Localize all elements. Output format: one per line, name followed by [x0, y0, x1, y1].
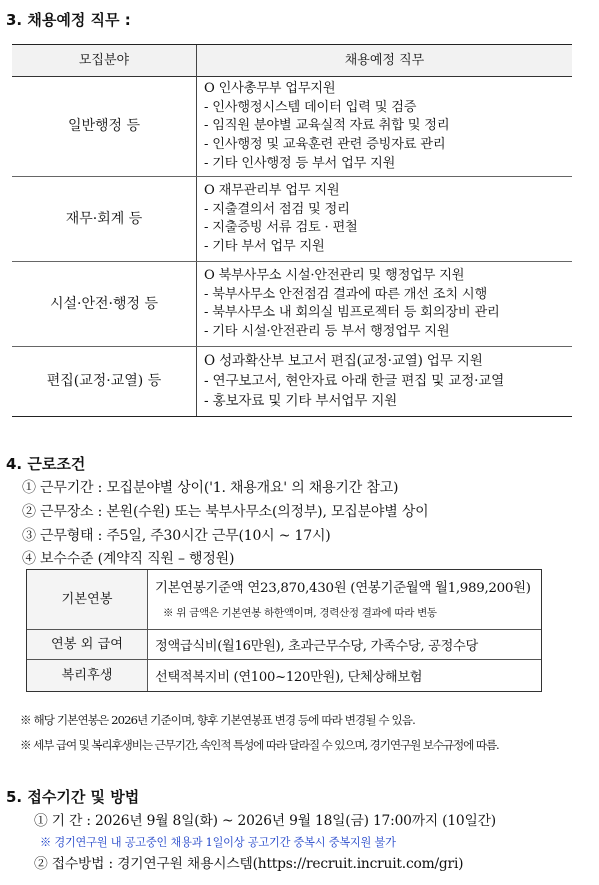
duplicate-note: ※ 경기연구원 내 공고중인 채용과 1일이상 공고기간 중복시 중복지원 불가: [40, 836, 396, 849]
pay-label: 복리후생: [27, 660, 147, 691]
row-category: 시설·안전·행정 등: [49, 296, 159, 312]
pay-value: 정액급식비(월16만원), 초과근무수당, 가족수당, 공정수당: [155, 639, 478, 654]
row-category: 재무·회계 등: [65, 211, 143, 227]
row-category: 일반행정 등: [67, 118, 141, 134]
row-duties: O 북부사무소 시설·안전관리 및 행정업무 지원 - 북부사무소 안전점검 결과에 따른 개선 조치 시행 - 북부사무소 내 회의실 빔프로젝터 등 회의장비 관리 - 기타 시설·안전관리 등 부서 행정업무 지원: [204, 268, 500, 340]
benefits-note: ※ 세부 급여 및 복리후생비는 근무기간, 속인적 특성에 따라 달라질 수 있으며, 경기연구원 보수규정에 따름.: [20, 738, 499, 752]
pay-table: [26, 569, 542, 692]
row-duties: O 인사총무부 업무지원 - 인사행정시스템 데이터 입력 및 검증 - 임직원 분야별 교육실적 자료 취합 및 정리 - 인사행정 및 교육훈련 관련 증빙자료 관리 - 기타 인사행정 등 부서 업무 지원: [204, 81, 450, 171]
pay-note: ※ 위 금액은 기본연봉 하한액이며, 경력산정 결과에 따라 변동: [163, 607, 437, 619]
job-table: [12, 44, 572, 417]
section4-heading: 4. 근로조건: [6, 455, 86, 473]
column-divider: [196, 45, 197, 416]
pay-label: 연봉 외 급여: [27, 630, 147, 659]
application-method: ② 접수방법 : 경기연구원 채용시스템(https://recruit.incruit.com/gri): [34, 856, 464, 872]
row-duties: O 재무관리부 업무 지원 - 지출결의서 점검 및 정리 - 지출증빙 서류 검토 · 편철 - 기타 부서 업무 지원: [204, 183, 358, 255]
column-divider: [147, 570, 148, 691]
row-category: 편집(교정·교열) 등: [46, 373, 162, 389]
header-recruit-field: 모집분야: [78, 53, 130, 68]
salary-note: ※ 해당 기본연봉은 2026년 기준이며, 향후 기본연봉표 변경 등에 따라 변경될 수 있음.: [20, 713, 415, 727]
pay-label: 기본연봉: [27, 570, 147, 629]
row-duties: O 성과확산부 보고서 편집(교정·교열) 업무 지원 - 연구보고서, 현안자료 아래 한글 편집 및 교정·교열 - 홍보자료 및 기타 부서업무 지원: [204, 353, 505, 409]
pay-value: 기본연봉기준액 연23,870,430원 (연봉기준월액 월1,989,200원): [155, 581, 531, 596]
pay-level: ④ 보수수준 (계약직 직원 – 행정원): [22, 551, 235, 567]
application-period: ① 기 간 : 2026년 9월 8일(화) ~ 2026년 9월 18일(금) 17:00까지 (10일간): [34, 813, 496, 829]
section5-heading: 5. 접수기간 및 방법: [6, 788, 140, 806]
section3-heading: 3. 채용예정 직무 :: [6, 11, 131, 29]
header-duties: 채용예정 직무: [344, 53, 425, 68]
work-location: ② 근무장소 : 본원(수원) 또는 북부사무소(의정부), 모집분야별 상이: [22, 504, 429, 520]
work-type: ③ 근무형태 : 주5일, 주30시간 근무(10시 ~ 17시): [22, 528, 331, 544]
work-period: ① 근무기간 : 모집분야별 상이('1. 채용개요' 의 채용기간 참고): [22, 480, 399, 496]
pay-value: 선택적복지비 (연100~120만원), 단체상해보험: [155, 670, 423, 685]
